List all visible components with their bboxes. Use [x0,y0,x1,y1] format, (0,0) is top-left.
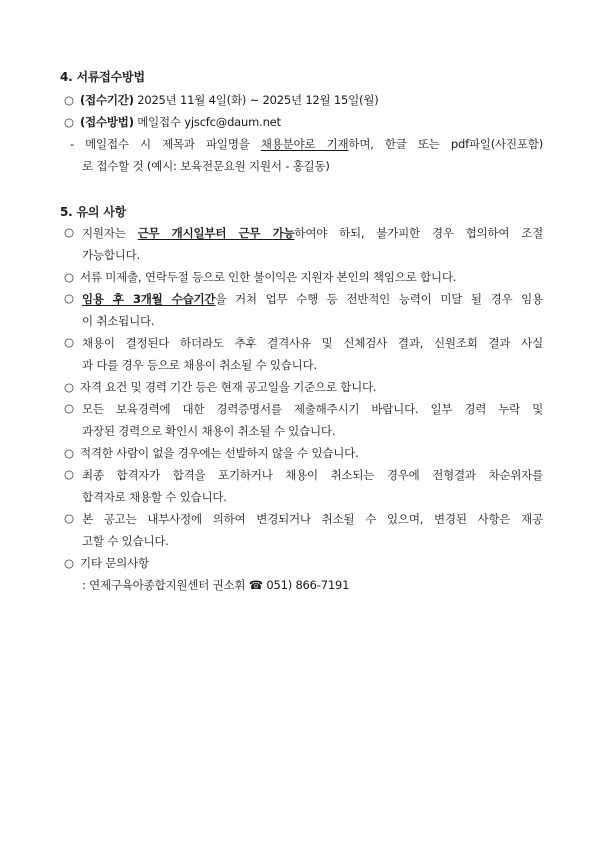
notice-bullet [64,335,80,349]
circle-bullet-icon: ○ [64,270,74,284]
circle-bullet-icon: ○ [64,93,74,107]
notice-item-10: ○ 기타 문의사항 [64,556,149,570]
notice-bullet [64,467,80,481]
notice-item-1-line-2: 가능합니다. [82,248,140,262]
notice-item-1-emphasis: 근무 개시일부터 근무 가능 [137,226,295,240]
section-5-heading: 5. 유의 사항 [60,205,127,219]
notice-item-4-line-2: 과 다를 경우 등으로 채용이 취소될 수 있습니다. [82,358,317,372]
notice-item-3-line-1: 임용 후 3개월 수습기간을 거쳐 업무 수행 등 전반적인 능력이 미달 될 경우 임용 [82,292,543,306]
notice-item-3-line-2: 이 취소됩니다. [82,314,155,328]
circle-bullet-icon: ○ [64,556,74,570]
receipt-method-value: 메일접수 yjscfc@daum.net [133,115,281,129]
email-note-underlined: 채용분야로 기재 [260,137,349,151]
notice-bullet [64,225,80,239]
notice-item-1-line-1: 지원자는 근무 개시일부터 근무 가능하여야 하되, 불가피한 경우 협의하여 조절 [82,226,543,240]
notice-item-4-line-1: 채용이 결정된다 하더라도 추후 결격사유 및 신체검사 결과, 신원조회 결과 사실 [82,336,543,350]
notice-item-6-line-2: 과장된 경력으로 확인시 채용이 취소될 수 있습니다. [82,424,336,438]
circle-bullet-icon: ○ [64,467,74,481]
notice-bullet [64,511,80,525]
circle-bullet-icon: ○ [64,380,74,394]
email-note-line-1: - 메일접수 시 제목과 파일명을 채용분야로 기재하며, 한글 또는 pdf파일(사진포함) [70,137,543,151]
notice-item-9-line-1: 본 공고는 내부사정에 의하여 변경되거나 취소될 수 있으며, 변경된 사항은 재공 [82,512,543,526]
notice-item-2: ○ 서류 미제출, 연락두절 등으로 인한 불이익은 지원자 본인의 책임으로 합니다. [64,270,457,284]
notice-item-5: ○ 자격 요건 및 경력 기간 등은 현재 공고일을 기준으로 합니다. [64,380,377,394]
email-note-line-2: 로 접수할 것 (예시: 보육전문요원 지원서 - 홍길동) [82,159,330,173]
circle-bullet-icon: ○ [64,401,74,415]
receipt-method-label: (접수방법) [80,115,134,129]
receipt-period-value: 2025년 11월 4일(화) ~ 2025년 12월 15일(월) [133,93,379,107]
notice-item-8-line-2: 합격자로 채용할 수 있습니다. [82,490,227,504]
notice-item-7: ○ 적격한 사람이 없을 경우에는 선발하지 않을 수 있습니다. [64,446,359,460]
notice-item-3-emphasis: 임용 후 3개월 수습기간 [82,292,216,306]
notice-item-6-line-1: 모든 보육경력에 대한 경력증명서를 제출해주시기 바랍니다. 일부 경력 누락 및 [82,402,543,416]
receipt-method-row [64,114,281,130]
receipt-period-row [64,92,379,108]
circle-bullet-icon: ○ [64,225,74,239]
receipt-period-label: (접수기간) [80,93,134,107]
notice-item-9-line-2: 고할 수 있습니다. [82,534,169,548]
circle-bullet-icon: ○ [64,511,74,525]
circle-bullet-icon: ○ [64,115,74,129]
notice-bullet [64,401,80,415]
contact-info: : 연제구육아종합지원센터 권소휘 ☎ 051) 866-7191 [82,578,350,592]
notice-bullet [64,291,80,305]
section-4-heading: 4. 서류접수방법 [60,70,145,84]
circle-bullet-icon: ○ [64,291,74,305]
circle-bullet-icon: ○ [64,335,74,349]
notice-item-8-line-1: 최종 합격자가 합격을 포기하거나 채용이 취소되는 경우에 전형결과 차순위자를 [82,468,543,482]
circle-bullet-icon: ○ [64,446,74,460]
